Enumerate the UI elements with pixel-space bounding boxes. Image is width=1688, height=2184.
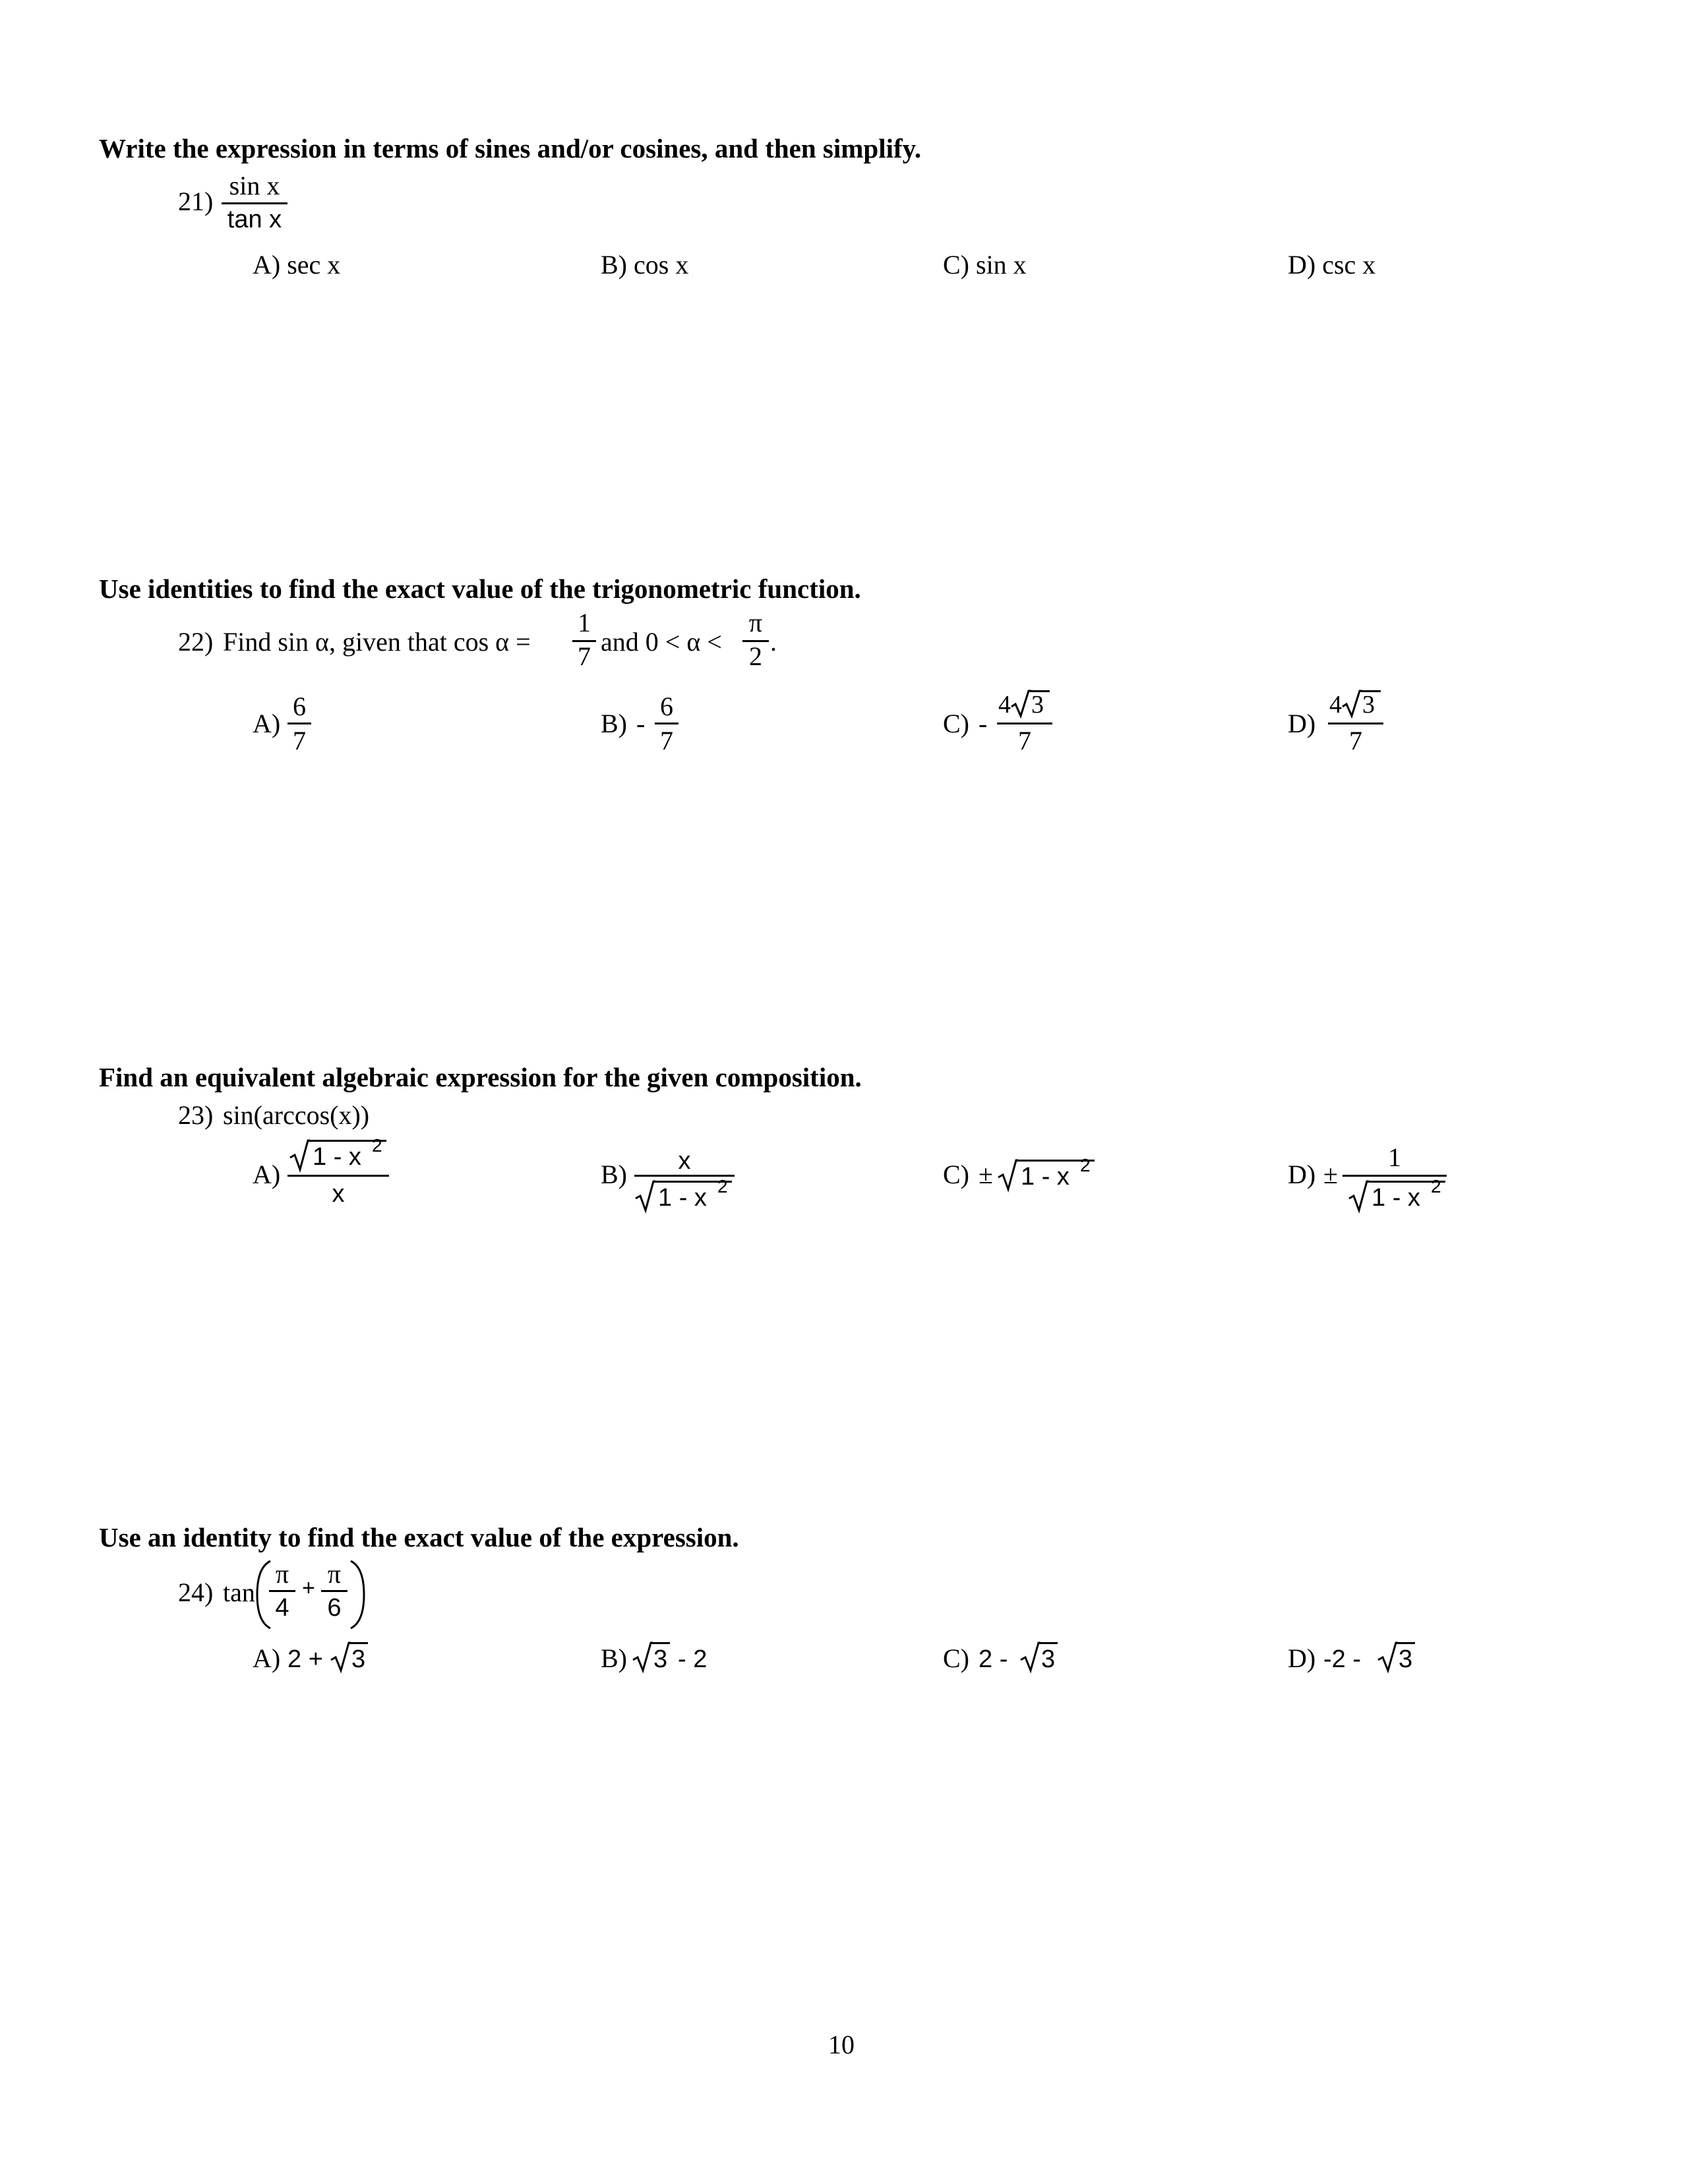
choice-label: A)	[253, 709, 281, 738]
radical-sign	[1349, 1180, 1369, 1212]
radical-sign	[1342, 690, 1362, 717]
exponent: 2	[1431, 1176, 1441, 1196]
section-heading: Use identities to find the exact value of the trigonometric function.	[99, 574, 861, 604]
exponent: 2	[372, 1135, 382, 1156]
fraction-bar	[222, 202, 287, 204]
fraction-bar	[287, 723, 311, 724]
coefficient: 4	[998, 691, 1011, 719]
radical-sign	[1021, 1641, 1040, 1672]
denominator: x	[332, 1180, 345, 1208]
choice-label: D)	[1288, 250, 1316, 280]
choice-label: C)	[943, 250, 969, 280]
choice-d[interactable]	[1288, 252, 1375, 278]
radicand: 3	[653, 1645, 668, 1673]
radical-sign	[290, 1139, 310, 1171]
choice-text: sin x	[976, 250, 1027, 280]
radicand: 3	[351, 1645, 366, 1673]
section-heading: Write the expression in terms of sines and/or cosines, and then simplify.	[99, 133, 922, 163]
question-stem-prefix: Find sin α, given that cos α =	[223, 627, 531, 657]
denominator: 2	[749, 641, 762, 671]
exponent: 2	[1080, 1155, 1091, 1175]
choice-before: -2 -	[1323, 1645, 1361, 1673]
choice-sign: ±	[1323, 1160, 1338, 1189]
numerator: π	[275, 1559, 289, 1589]
fraction-bar	[997, 723, 1052, 724]
denominator: 6	[327, 1594, 342, 1622]
choice-label: B)	[601, 1160, 627, 1189]
section-heading: Find an equivalent algebraic expression for the given composition.	[99, 1062, 862, 1092]
denominator: 7	[293, 726, 306, 755]
choice-label: B)	[601, 250, 627, 280]
radical-vinculum	[651, 1642, 670, 1644]
choice-text: sec x	[287, 250, 341, 280]
fraction-bar	[655, 723, 678, 724]
choice-after: - 2	[678, 1645, 708, 1673]
numerator: 1	[578, 608, 591, 637]
choice-before: 2 -	[979, 1645, 1008, 1673]
denominator: 4	[275, 1594, 289, 1622]
radicand: 3	[1031, 691, 1044, 719]
choice-label: B)	[601, 709, 627, 738]
choice-a[interactable]	[253, 252, 340, 278]
denominator: tan x	[227, 206, 282, 233]
radicand: 3	[1362, 691, 1375, 719]
choice-text: cos x	[634, 250, 689, 280]
choice-label: A)	[253, 1643, 281, 1673]
choice-label: B)	[601, 1643, 627, 1673]
numerator: π	[748, 608, 763, 637]
numerator: 1	[1388, 1142, 1401, 1172]
choice-label: A)	[253, 250, 281, 280]
operator: +	[302, 1576, 315, 1601]
question-number: 21)	[178, 187, 214, 216]
fraction-bar	[1328, 723, 1383, 724]
choice-sign: ±	[979, 1160, 993, 1189]
choice-label: D)	[1288, 709, 1316, 738]
question-number: 23)	[178, 1100, 214, 1130]
fraction-bar	[269, 1590, 295, 1592]
choice-sign: -	[979, 709, 988, 738]
radicand: 1 - x	[1021, 1163, 1070, 1191]
denominator: 7	[660, 726, 673, 755]
numerator: 6	[660, 692, 673, 721]
radical-sign	[331, 1641, 351, 1672]
radicand: 3	[1041, 1645, 1056, 1673]
denominator: 7	[1018, 726, 1031, 755]
choice-before: 2 +	[287, 1645, 323, 1673]
choice-c[interactable]	[943, 252, 1027, 278]
numerator: x	[678, 1147, 691, 1175]
numerator: 6	[293, 692, 306, 721]
choice-label: A)	[253, 1160, 281, 1189]
choice-label: C)	[943, 709, 969, 738]
fraction-bar	[321, 1590, 347, 1592]
coefficient: 4	[1329, 691, 1342, 719]
exponent: 2	[717, 1176, 728, 1196]
radical-vinculum	[349, 1642, 368, 1644]
choice-label: D)	[1288, 1643, 1316, 1673]
radical-sign	[636, 1180, 655, 1212]
numerator: π	[327, 1559, 342, 1589]
section-heading: Use an identity to find the exact value of the expression.	[99, 1522, 739, 1552]
radicand: 1 - x	[1372, 1184, 1420, 1212]
question-number: 22)	[178, 627, 214, 657]
choice-sign: -	[636, 709, 646, 738]
choice-b[interactable]	[601, 252, 688, 278]
choice-label: C)	[943, 1643, 969, 1673]
choice-label: D)	[1288, 1160, 1316, 1189]
radical-sign	[1011, 690, 1031, 717]
page-number: 10	[828, 2030, 855, 2059]
numerator: sin x	[229, 171, 280, 200]
radical-vinculum	[1039, 1642, 1058, 1644]
function-name: tan	[223, 1578, 255, 1607]
radicand: 3	[1399, 1645, 1413, 1673]
radical-sign	[1378, 1641, 1398, 1672]
radical-vinculum	[1397, 1642, 1415, 1644]
right-parenthesis	[348, 1560, 365, 1630]
question-stem-middle: and 0 < α <	[601, 627, 722, 657]
radicand: 1 - x	[313, 1143, 361, 1171]
question-number: 24)	[178, 1578, 214, 1607]
radicand: 1 - x	[658, 1184, 707, 1212]
question-stem-end: .	[770, 627, 777, 657]
question-expression: sin(arccos(x))	[223, 1100, 370, 1130]
choice-text: csc x	[1322, 250, 1376, 280]
denominator: 7	[1349, 726, 1362, 755]
radical-sign	[633, 1641, 653, 1672]
radical-sign	[998, 1159, 1018, 1191]
denominator: 7	[578, 641, 591, 671]
fraction-bar	[287, 1175, 389, 1177]
choice-label: C)	[943, 1160, 969, 1189]
